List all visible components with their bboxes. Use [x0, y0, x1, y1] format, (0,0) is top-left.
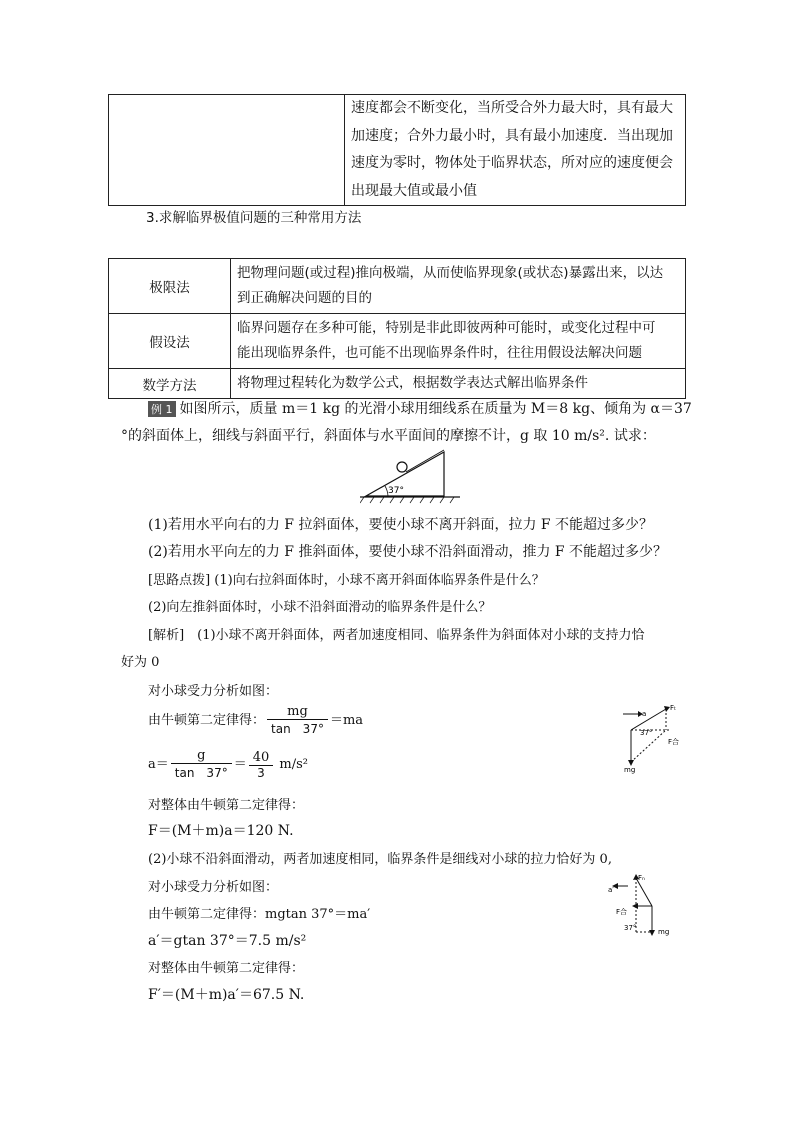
label-fn: Fₙ — [638, 874, 645, 882]
question-1: (1)若用水平向右的力 F 拉斜面体，要使小球不离开斜面，拉力 F 不能超过多少？ — [148, 517, 654, 533]
method-name: 极限法 — [109, 259, 231, 314]
solution-line-11: a′＝gtan 37°＝7.5 m/s² — [148, 933, 307, 949]
ground-hatch — [360, 497, 454, 503]
fraction — [171, 748, 232, 781]
solution-line-2: 好为 0 — [121, 655, 160, 670]
normal-arrow — [636, 878, 652, 906]
solution-line-12: 对整体由牛顿第二定律得： — [148, 961, 305, 976]
ball — [397, 462, 407, 472]
string-line — [406, 450, 444, 472]
example-line-2: °的斜面体上，细线与斜面平行，斜面体与水平面间的摩擦不计，g 取 10 m/s². 试求： — [121, 428, 656, 444]
label-angle: 37° — [640, 729, 653, 737]
table1-line: 速度都会不断变化，当所受合外力最大时，具有最大 — [351, 100, 673, 116]
denominator: 3 — [257, 765, 265, 780]
table1-line: 速度为零时，物体处于临界状态，所对应的速度便会 — [351, 155, 673, 171]
example-line-1 — [148, 398, 692, 418]
solution-line-10: 由牛顿第二定律得：mgtan 37°＝ma′ — [148, 907, 371, 922]
method-line: 能出现临界条件，也可能不出现临界条件时，往往用假设法解决问题 — [237, 345, 642, 361]
fraction — [267, 704, 328, 737]
incline-triangle — [366, 452, 444, 496]
table1-content — [345, 95, 686, 206]
solution-line-13: F′＝(M＋m)a′＝67.5 N. — [148, 987, 305, 1003]
method-line: 临界问题存在多种可能，特别是非此即彼两种可能时，或变化过程中可 — [237, 320, 656, 336]
force-diagram-1 — [620, 700, 692, 776]
eq-suffix: ＝ma — [329, 713, 364, 728]
solution-line-8: (2)小球不沿斜面滑动，两者加速度相同，临界条件是细线对小球的拉力恰好为 0, — [148, 852, 612, 867]
numerator: mg — [267, 704, 328, 720]
method-name: 数学方法 — [109, 369, 231, 399]
solution-line-6: 对整体由牛顿第二定律得： — [148, 798, 305, 813]
method-name: 假设法 — [109, 314, 231, 369]
eq-suffix: m/s² — [275, 757, 308, 772]
solution-line-9: 对小球受力分析如图： — [148, 880, 279, 895]
table1-line: 加速度；合外力最小时，具有最小加速度．当出现加 — [351, 127, 673, 144]
question-2: (2)若用水平向左的力 F 推斜面体，要使小球不沿斜面滑动，推力 F 不能超过多少？ — [148, 544, 668, 560]
continuation-table — [108, 94, 686, 206]
label-fnet: F合 — [616, 908, 628, 916]
tension-arrow — [631, 709, 666, 730]
angle-label: 37° — [388, 486, 404, 496]
solution-line-3: 对小球受力分析如图： — [148, 684, 279, 699]
method-desc — [231, 259, 686, 314]
solution-eq-2 — [148, 748, 308, 781]
fraction — [249, 750, 274, 780]
method-line: 到正确解决问题的目的 — [237, 290, 372, 306]
eq-prefix: 由牛顿第二定律得： — [148, 713, 266, 728]
method-line: 将物理过程转化为数学公式，根据数学表达式解出临界条件 — [237, 375, 588, 391]
hint-line-1: [思路点拨] (1)向右拉斜面体时，小球不离开斜面体临界条件是什么？ — [148, 573, 545, 588]
method-desc — [231, 314, 686, 369]
label-a: a — [642, 710, 647, 718]
label-ft: Fₜ — [670, 704, 677, 712]
table1-line: 出现最大值或最小值 — [351, 182, 477, 199]
methods-table — [108, 258, 686, 399]
label-angle: 37° — [624, 924, 637, 932]
denominator: tan 37° — [271, 722, 324, 736]
eq-prefix: a＝ — [148, 757, 169, 772]
label-a-prime: a′ — [608, 886, 614, 894]
force-diagram-2 — [606, 870, 682, 940]
label-mg: mg — [624, 766, 636, 774]
incline-figure — [360, 440, 466, 506]
denominator: tan 37° — [174, 766, 228, 780]
example-badge: 例 1 — [148, 401, 176, 417]
solution-line-7: F＝(M＋m)a＝120 N. — [148, 823, 294, 839]
eq-mid: ＝ — [233, 757, 247, 772]
method-line: 把物理问题(或过程)推向极端，从而使临界现象(或状态)暴露出来，以达 — [237, 265, 664, 281]
solution-eq-1 — [148, 704, 363, 737]
solution-line-1: [解析] (1)小球不离开斜面体，两者加速度相同、临界条件为斜面体对小球的支持力恰 — [148, 628, 645, 643]
label-fnet: F合 — [668, 738, 680, 746]
example-text: 如图所示，质量 m＝1 kg 的光滑小球用细线系在质量为 M＝8 kg、倾角为 α＝37 — [179, 401, 692, 417]
empty-cell — [109, 95, 345, 206]
numerator: g — [171, 748, 232, 764]
method-desc — [231, 369, 686, 399]
label-mg: mg — [658, 928, 670, 936]
numerator: 40 — [249, 750, 274, 766]
section-title: 3.求解临界极值问题的三种常用方法 — [146, 210, 362, 226]
hint-line-2: (2)向左推斜面体时，小球不沿斜面滑动的临界条件是什么？ — [148, 600, 492, 615]
